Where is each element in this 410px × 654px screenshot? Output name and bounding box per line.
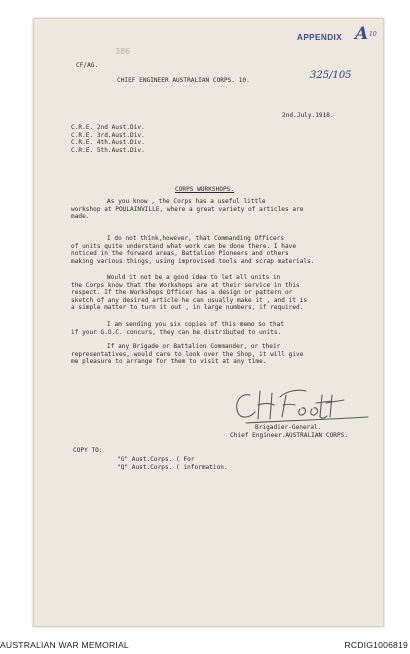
text-line: Would it not be a good idea to let all units in — [107, 274, 281, 281]
text-line: I am sending you six copies of this memo so that — [107, 321, 285, 328]
text-line: if your G.O.C. concurs, they can be distributed to units. — [71, 328, 282, 336]
file-reference: CF/AG. — [76, 62, 99, 69]
text-line: As you know , the Corps has a useful little — [107, 198, 266, 205]
text-line: me pleasure to arrange for them to visit at any time. — [71, 358, 267, 366]
copy-to-line: "G" Aust.Corps. ( For — [117, 456, 195, 463]
copy-to-list — [117, 456, 228, 471]
text-line: If any Brigade or Battalion Commander, or their — [107, 343, 281, 350]
paragraph-5 — [71, 343, 303, 366]
appendix-superscript: 10 — [369, 31, 377, 38]
addressee-list — [71, 124, 145, 154]
text-line: noticed in the forward areas, Battalion Pioneers and others — [71, 250, 289, 258]
letter-date: 2nd.July.1918. — [282, 112, 334, 119]
signatory-rank: Brigadier-General. — [255, 424, 322, 431]
archive-credit: AUSTRALIAN WAR MEMORIAL — [0, 640, 129, 650]
text-line: sketch of any desired article he can usually make it , and it is — [71, 296, 308, 304]
archive-id: RCDIG1006819 — [344, 640, 408, 650]
handwritten-reference: 325/105 — [310, 70, 352, 81]
text-line: workshop at POULAINVILLE, where a great variety of articles are — [71, 205, 304, 213]
letterhead-title: CHIEF ENGINEER AUSTRALIAN CORPS. 10. — [117, 77, 250, 84]
text-line: representatives, would care to look over the Shop, it will give — [71, 350, 304, 358]
text-line: of units quite understand what work can be done there. I have — [71, 242, 297, 250]
appendix-stamp: APPENDIX — [297, 33, 343, 42]
addressee: C.R.E. 5th.Aust.Div. — [71, 146, 145, 154]
addressee: C.R.E. 2nd Aust.Div. — [71, 124, 145, 131]
signatory-position: Chief Engineer.AUSTRALIAN CORPS. — [230, 432, 349, 439]
text-line: a simple matter to turn it out , in large numbers, if required. — [71, 304, 304, 312]
subject-heading: CORPS WORKSHOPS. — [175, 186, 235, 193]
text-line: made. — [71, 213, 90, 221]
copy-to-line: "Q" Aust.Corps. ( information. — [117, 463, 228, 471]
text-line: I do not think,however, that Commanding Officers — [107, 235, 285, 242]
pencil-number: 386 — [115, 47, 131, 56]
addressee: C.R.E. 4th.Aust.Div. — [71, 139, 145, 147]
copy-to-label: COPY TO: — [73, 447, 103, 454]
appendix-letter: A — [355, 24, 369, 44]
text-line: making various things, using improvised tools and scrap materials. — [71, 257, 315, 265]
handwritten-signature — [228, 383, 373, 425]
text-line: the Corps know that the Workshops are at their service in this — [71, 281, 300, 289]
paragraph-2 — [71, 235, 314, 265]
text-line: respect. If the Workshops Officer has a design or pattern or — [71, 289, 293, 297]
addressee: C.R.E. 3rd.Aust.Div. — [71, 131, 145, 139]
paragraph-4 — [71, 321, 284, 336]
paragraph-3 — [71, 274, 307, 312]
paragraph-1 — [71, 198, 303, 221]
